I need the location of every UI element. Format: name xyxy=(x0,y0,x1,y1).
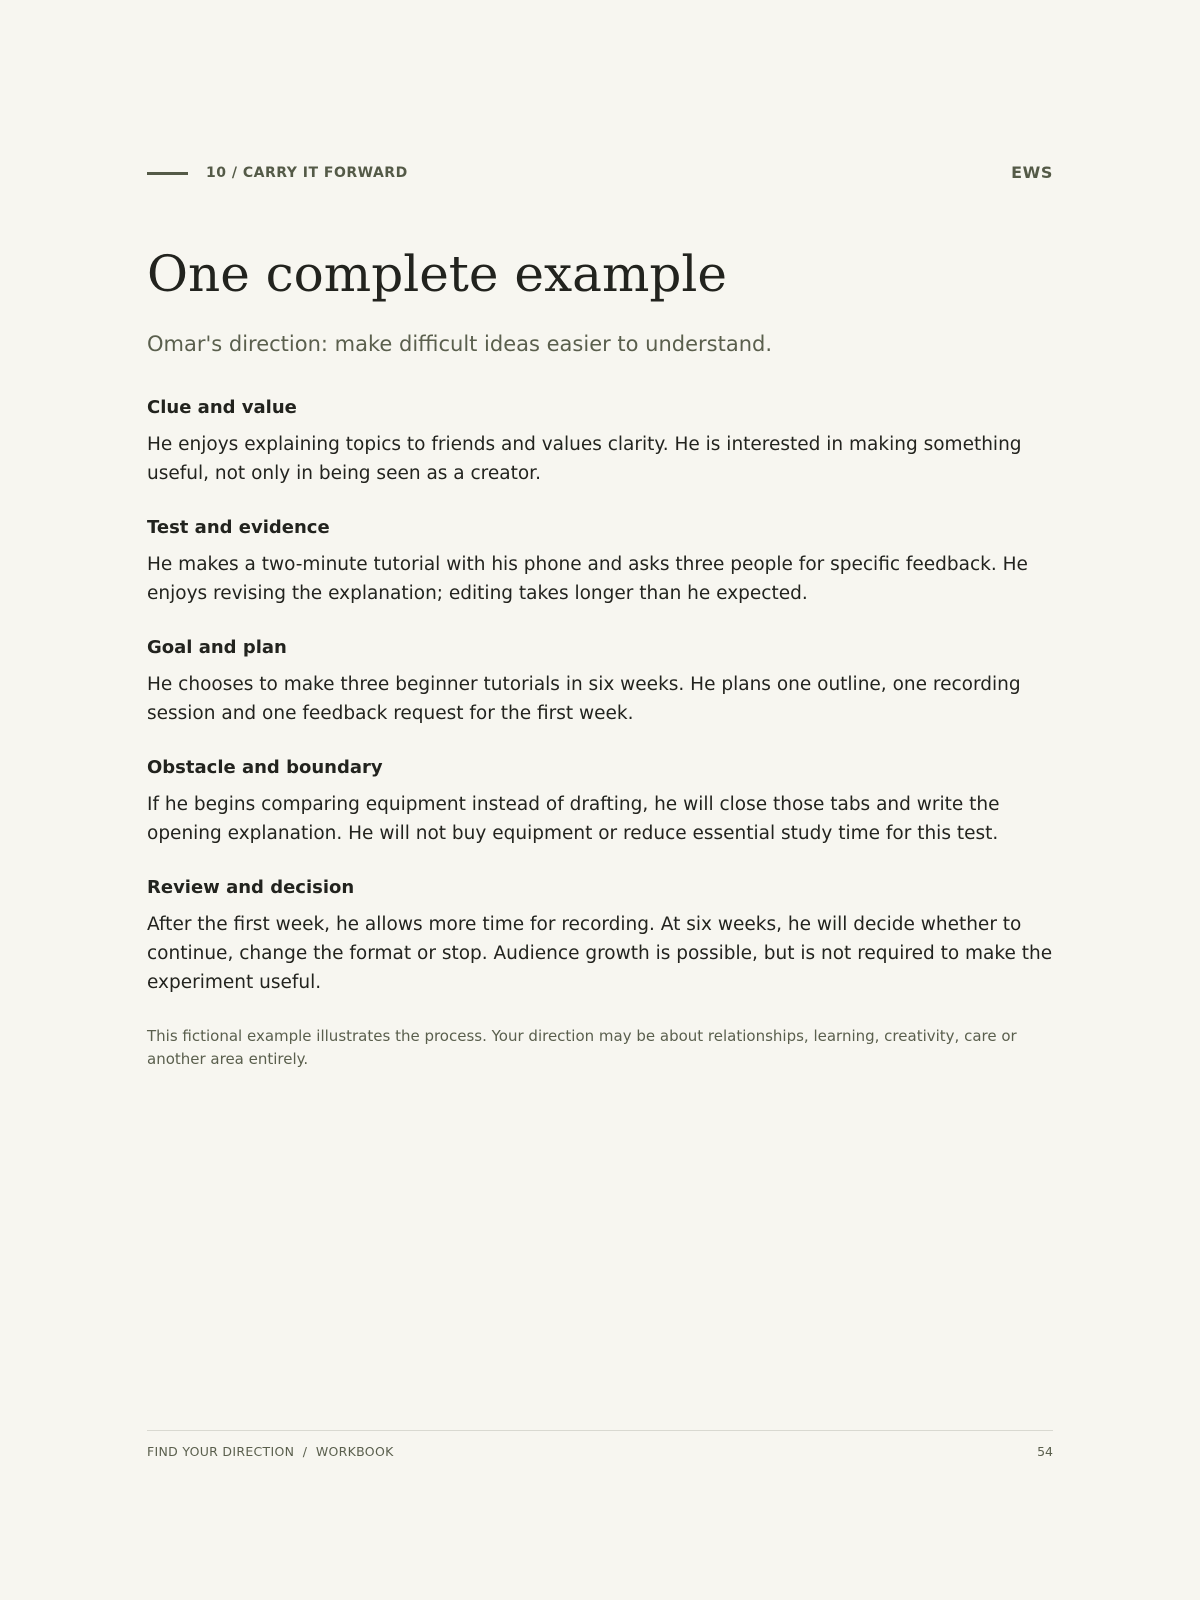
section-obstacle-and-boundary xyxy=(147,756,1053,848)
section-body: He enjoys explaining topics to friends and values clarity. He is interested in making something useful, not only in being seen as a creator. xyxy=(147,434,1022,484)
section-body: After the first week, he allows more time for recording. At six weeks, he will decide whether to continue, change the format or stop. Audience growth is possible, but is not required to make the experiment useful. xyxy=(147,914,1053,993)
section-heading: Obstacle and boundary xyxy=(147,757,383,778)
example-sections xyxy=(147,396,1053,1070)
workbook-page xyxy=(147,0,1053,1600)
section-body: If he begins comparing equipment instead of drafting, he will close those tabs and write the opening explanation. He will not buy equipment or reduce essential study time for this test. xyxy=(147,794,1000,844)
section-label: 10 / CARRY IT FORWARD xyxy=(206,165,408,181)
section-body: He chooses to make three beginner tutorials in six weeks. He plans one outline, one recording session and one feedback request for the first week. xyxy=(147,674,1021,724)
section-heading: Clue and value xyxy=(147,397,297,418)
footer-workbook-label: FIND YOUR DIRECTION / WORKBOOK xyxy=(147,1444,394,1459)
brand-mark: EWS xyxy=(1011,163,1053,182)
section-test-and-evidence xyxy=(147,516,1053,608)
header-rule xyxy=(147,172,188,175)
section-body: He makes a two-minute tutorial with his phone and asks three people for specific feedback. He enjoys revising the explanation; editing takes longer than he expected. xyxy=(147,554,1028,604)
section-heading: Goal and plan xyxy=(147,637,287,658)
page-footer xyxy=(147,1430,1053,1459)
page-number: 54 xyxy=(1037,1444,1053,1459)
section-clue-and-value xyxy=(147,396,1053,488)
section-review-and-decision xyxy=(147,876,1053,997)
page-title: One complete example xyxy=(147,245,727,303)
section-goal-and-plan xyxy=(147,636,1053,728)
section-heading: Review and decision xyxy=(147,877,355,898)
section-heading: Test and evidence xyxy=(147,517,330,538)
page-header xyxy=(147,163,1053,185)
footnote: This fictional example illustrates the process. Your direction may be about relationships, learning, creativity, care or another area entirely. xyxy=(147,1027,1017,1068)
page-subtitle: Omar's direction: make difficult ideas easier to understand. xyxy=(147,332,773,356)
